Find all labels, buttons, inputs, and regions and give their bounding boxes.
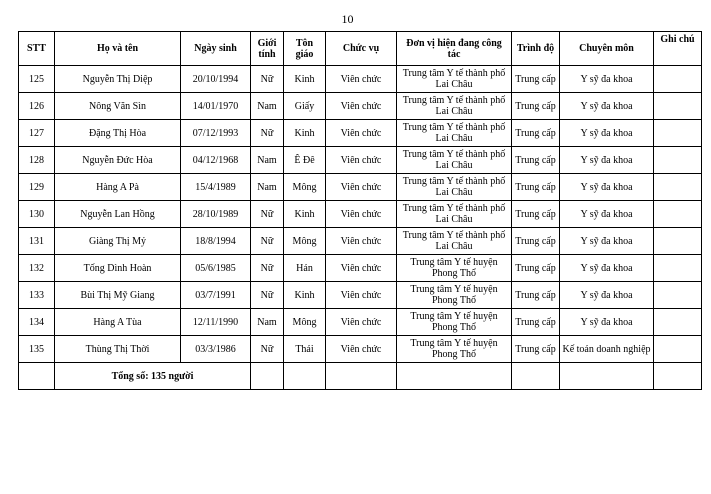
cell-workplace: Trung tâm Y tế huyện Phong Thổ [397,282,512,309]
cell-gender: Nữ [251,282,284,309]
cell-workplace: Trung tâm Y tế thành phố Lai Châu [397,174,512,201]
cell-stt: 125 [19,66,55,93]
cell-birth-date: 04/12/1968 [181,147,251,174]
cell-stt: 127 [19,120,55,147]
page-number: 10 [341,12,354,26]
cell-specialty: Kế toán doanh nghiệp [560,336,654,363]
total-row [19,363,702,390]
cell-full-name: Hàng A Pà [55,174,181,201]
cell-stt: 129 [19,174,55,201]
cell-religion: Mông [284,174,326,201]
cell-workplace: Trung tâm Y tế huyện Phong Thổ [397,309,512,336]
cell-birth-date: 20/10/1994 [181,66,251,93]
cell-stt: 135 [19,336,55,363]
table-row [19,120,702,147]
header-education: Trình độ [512,32,560,66]
table-row [19,282,702,309]
cell-position: Viên chức [326,201,397,228]
cell-position: Viên chức [326,120,397,147]
cell-gender: Nam [251,93,284,120]
cell-birth-date: 28/10/1989 [181,201,251,228]
table-header-row [19,32,702,66]
header-birth-date: Ngày sinh [181,32,251,66]
total-empty-cell [19,363,55,390]
cell-workplace: Trung tâm Y tế thành phố Lai Châu [397,147,512,174]
cell-full-name: Giàng Thị Mỷ [55,228,181,255]
cell-gender: Nam [251,147,284,174]
cell-note [654,120,702,147]
cell-gender: Nữ [251,66,284,93]
cell-religion: Kinh [284,120,326,147]
cell-note [654,309,702,336]
cell-position: Viên chức [326,66,397,93]
cell-religion: Kinh [284,66,326,93]
cell-religion: Mông [284,228,326,255]
cell-note [654,174,702,201]
cell-religion: Mông [284,309,326,336]
cell-stt: 131 [19,228,55,255]
cell-workplace: Trung tâm Y tế huyện Phong Thổ [397,255,512,282]
cell-stt: 130 [19,201,55,228]
cell-gender: Nữ [251,336,284,363]
table-row [19,201,702,228]
header-workplace: Đơn vị hiện đang công tác [397,32,512,66]
cell-birth-date: 15/4/1989 [181,174,251,201]
cell-stt: 133 [19,282,55,309]
cell-position: Viên chức [326,228,397,255]
cell-religion: Hán [284,255,326,282]
cell-gender: Nam [251,174,284,201]
cell-birth-date: 05/6/1985 [181,255,251,282]
cell-stt: 132 [19,255,55,282]
cell-birth-date: 18/8/1994 [181,228,251,255]
cell-specialty: Y sỹ đa khoa [560,66,654,93]
cell-education: Trung cấp [512,309,560,336]
cell-workplace: Trung tâm Y tế thành phố Lai Châu [397,228,512,255]
cell-gender: Nữ [251,228,284,255]
cell-position: Viên chức [326,282,397,309]
cell-birth-date: 03/3/1986 [181,336,251,363]
cell-workplace: Trung tâm Y tế huyện Phong Thổ [397,336,512,363]
cell-stt: 128 [19,147,55,174]
table-row [19,93,702,120]
total-empty-cell [251,363,284,390]
cell-birth-date: 07/12/1993 [181,120,251,147]
cell-religion: Kinh [284,282,326,309]
cell-full-name: Bùi Thị Mỹ Giang [55,282,181,309]
cell-gender: Nữ [251,255,284,282]
cell-religion: Giấy [284,93,326,120]
table-row [19,255,702,282]
cell-note [654,66,702,93]
cell-full-name: Nguyễn Thị Diệp [55,66,181,93]
cell-workplace: Trung tâm Y tế thành phố Lai Châu [397,201,512,228]
cell-specialty: Y sỹ đa khoa [560,255,654,282]
cell-specialty: Y sỹ đa khoa [560,120,654,147]
header-specialty: Chuyên môn [560,32,654,66]
total-empty-cell [284,363,326,390]
cell-note [654,93,702,120]
header-position: Chức vụ [326,32,397,66]
cell-stt: 126 [19,93,55,120]
cell-stt: 134 [19,309,55,336]
cell-full-name: Đặng Thị Hòa [55,120,181,147]
cell-education: Trung cấp [512,147,560,174]
cell-full-name: Nguyễn Đức Hòa [55,147,181,174]
cell-education: Trung cấp [512,255,560,282]
total-empty-cell [326,363,397,390]
cell-education: Trung cấp [512,66,560,93]
cell-note [654,147,702,174]
cell-note [654,336,702,363]
cell-full-name: Tống Dình Hoàn [55,255,181,282]
table-row [19,66,702,93]
cell-note [654,201,702,228]
cell-birth-date: 12/11/1990 [181,309,251,336]
cell-position: Viên chức [326,174,397,201]
cell-workplace: Trung tâm Y tế thành phố Lai Châu [397,66,512,93]
cell-specialty: Y sỹ đa khoa [560,282,654,309]
cell-position: Viên chức [326,255,397,282]
cell-education: Trung cấp [512,201,560,228]
total-label: Tổng số: 135 người [55,363,251,390]
table-row [19,336,702,363]
cell-education: Trung cấp [512,228,560,255]
header-note: Ghi chú [654,32,702,66]
cell-position: Viên chức [326,336,397,363]
cell-workplace: Trung tâm Y tế thành phố Lai Châu [397,93,512,120]
total-empty-cell [560,363,654,390]
header-religion: Tôn giáo [284,32,326,66]
cell-specialty: Y sỹ đa khoa [560,174,654,201]
cell-note [654,282,702,309]
table-row [19,147,702,174]
total-empty-cell [512,363,560,390]
cell-education: Trung cấp [512,336,560,363]
cell-full-name: Nguyễn Lan Hồng [55,201,181,228]
cell-note [654,255,702,282]
cell-full-name: Thùng Thị Thời [55,336,181,363]
cell-religion: Kinh [284,201,326,228]
cell-education: Trung cấp [512,120,560,147]
cell-birth-date: 14/01/1970 [181,93,251,120]
cell-workplace: Trung tâm Y tế thành phố Lai Châu [397,120,512,147]
cell-gender: Nam [251,309,284,336]
cell-full-name: Nông Văn Sìn [55,93,181,120]
cell-education: Trung cấp [512,282,560,309]
cell-education: Trung cấp [512,93,560,120]
cell-specialty: Y sỹ đa khoa [560,309,654,336]
staff-roster-table [18,31,702,390]
total-empty-cell [654,363,702,390]
table-row [19,174,702,201]
cell-religion: Thái [284,336,326,363]
cell-position: Viên chức [326,93,397,120]
cell-specialty: Y sỹ đa khoa [560,228,654,255]
cell-full-name: Hàng A Tùa [55,309,181,336]
cell-birth-date: 03/7/1991 [181,282,251,309]
cell-position: Viên chức [326,147,397,174]
table-row [19,228,702,255]
total-empty-cell [397,363,512,390]
header-full-name: Họ và tên [55,32,181,66]
cell-specialty: Y sỹ đa khoa [560,147,654,174]
cell-religion: Ê Đê [284,147,326,174]
header-gender: Giới tính [251,32,284,66]
cell-specialty: Y sỹ đa khoa [560,93,654,120]
cell-position: Viên chức [326,309,397,336]
table-row [19,309,702,336]
cell-gender: Nữ [251,120,284,147]
cell-gender: Nữ [251,201,284,228]
header-stt: STT [19,32,55,66]
cell-specialty: Y sỹ đa khoa [560,201,654,228]
cell-education: Trung cấp [512,174,560,201]
cell-note [654,228,702,255]
